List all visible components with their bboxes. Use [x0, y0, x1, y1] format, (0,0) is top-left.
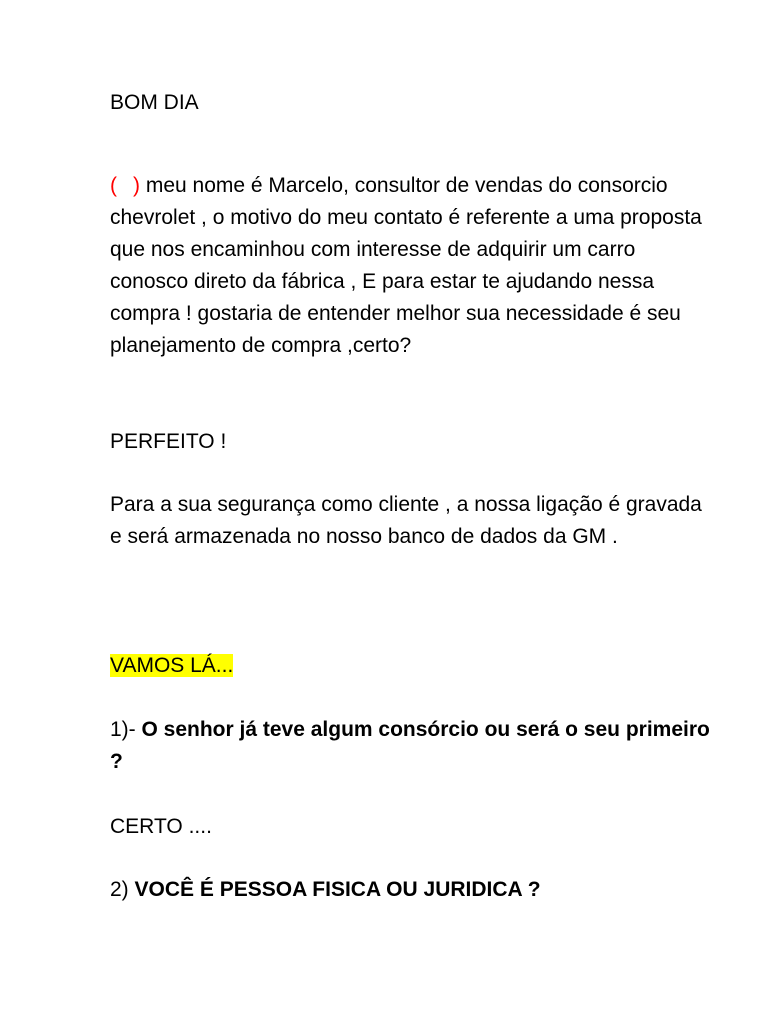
vamos-la-line [110, 650, 710, 682]
certo-line [110, 811, 710, 843]
perfeito-line [110, 426, 710, 458]
intro-paren-open: ( [110, 174, 117, 197]
greeting-text: BOM DIA [110, 91, 199, 114]
question-1-number: 1)- [110, 718, 142, 741]
question-2-line [110, 874, 710, 906]
greeting-line [110, 87, 710, 119]
question-2-text: VOCÊ É PESSOA FISICA OU JURIDICA ? [134, 878, 541, 901]
vamos-la-text: VAMOS LÁ... [110, 654, 234, 677]
intro-paren-close: ) [133, 174, 140, 197]
security-text: Para a sua segurança como cliente , a nossa ligação é gravada e será armazenada no nosso banco de dados da GM . [110, 493, 702, 548]
intro-text: meu nome é Marcelo, consultor de vendas do consorcio chevrolet , o motivo do meu contato é referente a uma proposta que nos encaminhou com interesse de adquirir um carro conosco direto da fábrica , E para estar te ajudando nessa compra ! gostaria de entender melhor sua necessidade é seu planejamento de compra ,certo? [110, 174, 702, 357]
security-paragraph [110, 489, 710, 553]
intro-paragraph [110, 170, 710, 362]
question-2-number: 2) [110, 878, 135, 901]
question-1-text: O senhor já teve algum consórcio ou será o seu primeiro ? [110, 718, 710, 773]
perfeito-text: PERFEITO ! [110, 430, 227, 453]
certo-text: CERTO .... [110, 815, 212, 838]
question-1-paragraph [110, 714, 710, 778]
